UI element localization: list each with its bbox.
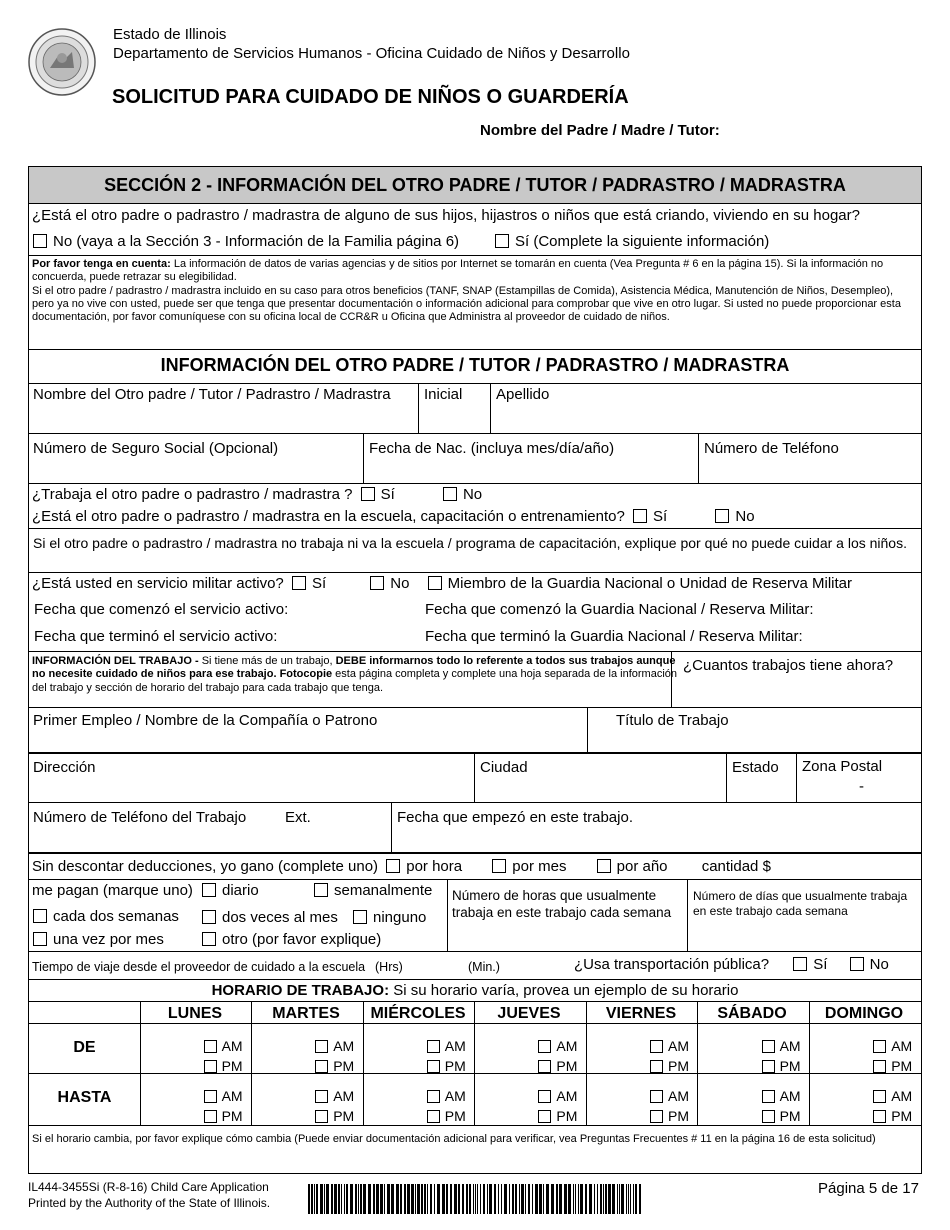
day-monday: LUNES [167,1005,223,1022]
amount-field[interactable]: cantidad $ [701,858,771,875]
am-label: AM [891,1088,913,1104]
barcode-bar [442,1184,445,1214]
to-am-option [315,1087,354,1105]
pm-label: PM [221,1108,243,1124]
barcode-bar [407,1184,410,1214]
city-field[interactable]: Ciudad [480,759,528,776]
barcode-bar [551,1184,554,1214]
guard-start-field[interactable]: Fecha que comenzó la Guardia Nacional / Reserva Militar: [425,601,814,618]
from-pm-option [315,1057,354,1075]
barcode-bar [324,1184,325,1214]
to-am-checkbox[interactable] [538,1090,551,1103]
twice-month-checkbox[interactable] [202,910,216,924]
active-end-field[interactable]: Fecha que terminó el servicio activo: [34,628,278,645]
pm-label: PM [891,1108,913,1124]
transport-yes-checkbox[interactable] [793,957,807,971]
monthly-option: una vez por mes [33,931,164,949]
barcode-bar [380,1184,383,1214]
address-field[interactable]: Dirección [33,759,96,776]
barcode-bar [525,1184,526,1214]
parent-name-label: Nombre del Padre / Madre / Tutor: [480,122,720,139]
barcode-bar [334,1184,337,1214]
none-option: ninguno [353,909,426,927]
barcode-bar [564,1184,567,1214]
barcode-bar [578,1184,579,1214]
barcode-bar [458,1184,460,1214]
barcode-bar [320,1184,323,1214]
barcode-bar [477,1184,478,1214]
am-label: AM [333,1038,355,1054]
travel-hours-field[interactable]: (Hrs) [375,960,403,974]
barcode-bar [626,1184,627,1214]
barcode-bar [446,1184,448,1214]
to-am-option [650,1087,689,1105]
barcode-bar [466,1184,468,1214]
barcode-bar [473,1184,474,1214]
to-am-option [427,1087,466,1105]
to-pm-option [650,1107,689,1125]
barcode-bar [384,1184,385,1214]
to-pm-option [427,1107,466,1125]
phone-field[interactable]: Número de Teléfono [704,440,839,457]
barcode-bar [589,1184,592,1214]
biweekly-checkbox[interactable] [33,909,47,923]
state-seal-icon [28,28,96,96]
to-pm-option [538,1107,577,1125]
pm-label: PM [444,1058,466,1074]
household-question: ¿Está el otro padre o padrastro / madrastra de alguno de sus hijos, hijastros o niños que está criando, viviendo en su hogar? [32,207,860,224]
barcode-bar [521,1184,524,1214]
info-title: INFORMACIÓN DEL OTRO PADRE / TUTOR / PADRASTRO / MADRASTRA [160,355,790,375]
barcode-bar [568,1184,571,1214]
from-pm-option [427,1057,466,1075]
am-label: AM [556,1088,578,1104]
barcode-bar [437,1184,440,1214]
per-year-checkbox[interactable] [597,859,611,873]
barcode-bar [417,1184,420,1214]
barcode-bar [603,1184,604,1214]
barcode-bar [559,1184,562,1214]
printed-by: Printed by the Authority of the State of Illinois. [28,1196,271,1210]
am-label: AM [668,1038,689,1054]
barcode-bar [585,1184,587,1214]
start-date-field[interactable]: Fecha que empezó en este trabajo. [397,809,633,826]
to-am-checkbox[interactable] [873,1090,886,1103]
from-am-checkbox[interactable] [204,1040,217,1053]
barcode-bar [519,1184,520,1214]
day-thursday: JUEVES [497,1005,561,1022]
barcode-bar [580,1184,583,1214]
barcode-bar [639,1184,641,1214]
earnings-question: Sin descontar deducciones, yo gano (complete uno) por hora por mes por año cantidad $ [32,858,771,875]
to-row-label: HASTA [57,1089,112,1106]
to-am-option [204,1087,243,1105]
pm-label: PM [779,1058,801,1074]
to-pm-checkbox[interactable] [204,1110,217,1123]
barcode-bar [400,1184,402,1214]
barcode-bar [600,1184,602,1214]
zip-field[interactable]: Zona Postal [802,758,883,775]
barcode-bar [494,1184,496,1214]
state-field[interactable]: Estado [732,759,779,776]
pm-label: PM [444,1108,466,1124]
barcode-bar [368,1184,371,1214]
from-am-checkbox[interactable] [315,1040,328,1053]
barcode-bar [450,1184,452,1214]
am-label: AM [891,1038,913,1054]
employer-field[interactable]: Primer Empleo / Nombre de la Compañía o Patrono [33,712,378,729]
paid-frequency-label: me pagan (marque uno) [32,882,193,899]
day-saturday: SÁBADO [717,1005,787,1022]
daily-option: diario [202,882,259,900]
day-wednesday: MIÉRCOLES [370,1005,466,1022]
day-tuesday: MARTES [272,1005,340,1022]
biweekly-option: cada dos semanas [33,908,179,926]
barcode-bar [605,1184,607,1214]
from-am-option [538,1037,577,1055]
school-no-checkbox[interactable] [715,509,729,523]
am-label: AM [333,1088,355,1104]
state-name: Estado de Illinois [113,26,227,43]
to-am-checkbox[interactable] [315,1090,328,1103]
barcode-bar [314,1184,315,1214]
barcode-bar [535,1184,538,1214]
from-am-option [427,1037,466,1055]
to-am-checkbox[interactable] [204,1090,217,1103]
barcode-bar [498,1184,499,1214]
dob-field[interactable]: Fecha de Nac. (incluya mes/día/año) [369,440,615,457]
from-am-option [315,1037,354,1055]
barcode-bar [411,1184,414,1214]
barcode-bar [344,1184,345,1214]
military-question: ¿Está usted en servicio militar activo? Sí No Miembro de la Guardia Nacional o Unidad de Reserva Militar [32,575,853,592]
from-am-checkbox[interactable] [762,1040,775,1053]
barcode-bar [597,1184,598,1214]
barcode-bar [501,1184,502,1214]
barcode-bar [387,1184,390,1214]
am-label: AM [779,1088,801,1104]
school-yes-checkbox[interactable] [633,509,647,523]
from-am-checkbox[interactable] [538,1040,551,1053]
from-am-checkbox[interactable] [873,1040,886,1053]
barcode-bar [532,1184,533,1214]
barcode-bar [509,1184,510,1214]
barcode-bar [462,1184,464,1214]
barcode-bar [504,1184,507,1214]
transport-no-checkbox[interactable] [850,957,864,971]
household-no-checkbox[interactable] [33,234,47,248]
barcode-bar [424,1184,426,1214]
household-yes-checkbox[interactable] [495,234,509,248]
to-pm-checkbox[interactable] [873,1110,886,1123]
page-number: Página 5 de 17 [818,1180,919,1197]
barcode-bar [404,1184,406,1214]
application-form [28,166,922,1174]
barcode-bar [617,1184,618,1214]
barcode-bar [311,1184,313,1214]
barcode-bar [376,1184,379,1214]
to-am-checkbox[interactable] [427,1090,440,1103]
to-am-checkbox[interactable] [650,1090,663,1103]
barcode-bar [427,1184,428,1214]
job-info-note: INFORMACIÓN DEL TRABAJO - Si tiene más de un trabajo, DEBE informarnos todo lo referente a todos sus trabajos aunque no necesite cuidado de niños para ese trabajo. Fotocopie esta página completa y complete una hoja separada de la información del trabajo y sección de horario del trabajo para cada trabajo que tenga. [32,655,678,694]
am-label: AM [221,1038,243,1054]
to-pm-option [762,1107,801,1125]
barcode-bar [487,1184,488,1214]
am-label: AM [221,1088,243,1104]
barcode-bar [454,1184,457,1214]
to-pm-option [873,1107,912,1125]
works-yes-checkbox[interactable] [361,487,375,501]
from-am-option [650,1037,689,1055]
barcode-bar [350,1184,353,1214]
am-label: AM [556,1038,578,1054]
barcode-bar [633,1184,634,1214]
form-id: IL444-3455Si (R-8-16) Child Care Application [28,1180,269,1194]
department-name: Departamento de Servicios Humanos - Oficina Cuidado de Niños y Desarrollo [113,45,630,62]
barcode-bar [528,1184,530,1214]
weekly-checkbox[interactable] [314,883,328,897]
schedule-change-field[interactable]: Si el horario cambia, por favor explique cómo cambia (Puede enviar documentación adicional para verificar, vea Preguntas Frecuentes # 11 en la página 16 de esta solicitud) [32,1133,876,1145]
active-start-field[interactable]: Fecha que comenzó el servicio activo: [34,601,289,618]
barcode-bar [573,1184,574,1214]
pm-label: PM [891,1058,913,1074]
pm-label: PM [668,1058,689,1074]
daily-checkbox[interactable] [202,883,216,897]
barcode-bar [338,1184,340,1214]
barcode-bar [635,1184,637,1214]
ssn-field[interactable]: Número de Seguro Social (Opcional) [33,440,279,457]
guard-end-field[interactable]: Fecha que terminó la Guardia Nacional / Reserva Militar: [425,628,803,645]
pm-label: PM [779,1108,801,1124]
other-parent-name-field[interactable]: Nombre del Otro padre / Tutor / Padrastro / Madrastra [33,386,391,403]
section-title: SECCIÓN 2 - INFORMACIÓN DEL OTRO PADRE / TUTOR / PADRASTRO / MADRASTRA [29,167,921,204]
day-friday: VIERNES [605,1005,677,1022]
last-name-field[interactable]: Apellido [496,386,550,403]
public-transport-question: ¿Usa transportación pública? Sí No [574,956,889,973]
barcode-bar [396,1184,399,1214]
barcode-bar [346,1184,348,1214]
barcode-bar [515,1184,517,1214]
to-am-checkbox[interactable] [762,1090,775,1103]
barcode-bar [539,1184,542,1214]
barcode-bar [415,1184,416,1214]
from-pm-option [538,1057,577,1075]
page-title: SOLICITUD PARA CUIDADO DE NIÑOS O GUARDERÍA [112,86,629,108]
barcode-bar [434,1184,435,1214]
am-label: AM [444,1038,466,1054]
to-pm-option [204,1107,243,1125]
barcode-bar [630,1184,631,1214]
barcode-bar [612,1184,615,1214]
barcode-bar [316,1184,318,1214]
from-pm-checkbox[interactable] [762,1060,775,1073]
from-row-label: DE [73,1039,96,1056]
pm-label: PM [333,1058,355,1074]
pm-label: PM [556,1108,578,1124]
barcode-bar [543,1184,544,1214]
barcode-bar [331,1184,333,1214]
works-question: ¿Trabaja el otro padre o padrastro / madrastra ? Sí No [32,486,483,503]
other-option: otro (por favor explique) [202,931,381,949]
barcode-bar [483,1184,485,1214]
guard-checkbox[interactable] [428,576,442,590]
day-sunday: DOMINGO [824,1005,904,1022]
to-pm-checkbox[interactable] [315,1110,328,1123]
barcode-bar [358,1184,359,1214]
days-per-week-field[interactable]: Número de días que usualmente trabaja en este trabajo cada semana [693,889,908,918]
to-am-option [538,1087,577,1105]
pm-label: PM [221,1058,243,1074]
jobs-count-field[interactable]: ¿Cuantos trabajos tiene ahora? [683,657,894,674]
from-am-checkbox[interactable] [650,1040,663,1053]
from-pm-checkbox[interactable] [427,1060,440,1073]
to-pm-checkbox[interactable] [650,1110,663,1123]
to-am-option [873,1087,912,1105]
barcode-bar [421,1184,423,1214]
barcode-bar [489,1184,492,1214]
pm-label: PM [333,1108,355,1124]
to-pm-option [315,1107,354,1125]
household-no-option: No (vaya a la Sección 3 - Información de la Familia página 6) [33,233,459,251]
works-no-checkbox[interactable] [443,487,457,501]
barcode-bar [360,1184,362,1214]
barcode-icon [308,1184,644,1214]
explain-field[interactable]: Si el otro padre o padrastro / madrastra no trabaja ni va la escuela / programa de capacitación, explique por qué no puede cuidar a los niños. [33,535,907,551]
military-yes-checkbox[interactable] [292,576,306,590]
am-label: AM [779,1038,801,1054]
pm-label: PM [668,1108,689,1124]
from-pm-option [650,1057,689,1075]
barcode-bar [546,1184,549,1214]
job-title-field[interactable]: Título de Trabajo [616,712,729,729]
am-label: AM [444,1088,466,1104]
school-question: ¿Está el otro padre o padrastro / madrastra en la escuela, capacitación o entrenamiento? Sí No [32,508,755,525]
twice-month-option: dos veces al mes [202,909,338,927]
to-am-option [762,1087,801,1105]
hours-per-week-field[interactable]: Número de horas que usualmente trabaja en este trabajo cada semana [452,888,672,920]
barcode-bar [430,1184,432,1214]
from-pm-option [873,1057,912,1075]
work-phone-field[interactable]: Número de Teléfono del Trabajo [33,809,247,826]
to-pm-checkbox[interactable] [762,1110,775,1123]
from-am-checkbox[interactable] [427,1040,440,1053]
from-am-option [762,1037,801,1055]
from-am-option [873,1037,912,1055]
from-pm-checkbox[interactable] [650,1060,663,1073]
barcode-bar [621,1184,624,1214]
initial-field[interactable]: Inicial [424,386,463,403]
barcode-bar [475,1184,476,1214]
from-pm-option [762,1057,801,1075]
ext-field[interactable]: Ext. [285,809,311,826]
weekly-option: semanalmente [314,882,432,900]
travel-minutes-field[interactable]: (Min.) [468,960,500,974]
schedule-title: HORARIO DE TRABAJO: Si su horario varía, provea un ejemplo de su horario [211,982,739,999]
per-month-checkbox[interactable] [492,859,506,873]
other-checkbox[interactable] [202,932,216,946]
barcode-bar [326,1184,329,1214]
barcode-bar [308,1184,310,1214]
none-checkbox[interactable] [353,910,367,924]
travel-time-label: Tiempo de viaje desde el proveedor de cuidado a la escuela [32,960,366,974]
zip-dash: - [859,778,864,795]
am-label: AM [668,1088,689,1104]
from-pm-checkbox[interactable] [538,1060,551,1073]
from-pm-option [204,1057,243,1075]
barcode-bar [619,1184,620,1214]
monthly-checkbox[interactable] [33,932,47,946]
barcode-bar [355,1184,357,1214]
to-pm-checkbox[interactable] [538,1110,551,1123]
barcode-bar [512,1184,514,1214]
barcode-bar [556,1184,558,1214]
barcode-bar [363,1184,366,1214]
barcode-bar [469,1184,471,1214]
barcode-bar [594,1184,595,1214]
from-pm-checkbox[interactable] [204,1060,217,1073]
military-no-checkbox[interactable] [370,576,384,590]
barcode-bar [373,1184,375,1214]
from-am-option [204,1037,243,1055]
pm-label: PM [556,1058,578,1074]
barcode-bar [628,1184,629,1214]
barcode-bar [575,1184,576,1214]
barcode-bar [608,1184,611,1214]
barcode-bar [391,1184,394,1214]
per-hour-checkbox[interactable] [386,859,400,873]
household-yes-option: Sí (Complete la siguiente información) [495,233,769,251]
from-pm-checkbox[interactable] [315,1060,328,1073]
eligibility-note: Por favor tenga en cuenta: La información de datos de varias agencias y de sitios por Internet se tomarán en cuenta (Vea Pregunta # 6 en la página 15). Si la información no concuerda, puede retrazar su elegibilidad. Si el otro padre / padrastro / madrastra incluido en su caso para otros beneficios (TANF, SNAP (Estampillas de Comida), Asistencia Médica, Manutención de Niños, Desempleo), pero ya no vive con usted, puede ser que tenga que presentar documentación o información adicional para comprobar que vive en otro lugar. Si usted no puede proporcionar esta documentación, por favor comuníquese con su oficina local de CCR&R u Oficina que Administra al proveedor de cuidado de niños. [32,258,901,324]
barcode-bar [341,1184,342,1214]
from-pm-checkbox[interactable] [873,1060,886,1073]
to-pm-checkbox[interactable] [427,1110,440,1123]
barcode-bar [480,1184,481,1214]
